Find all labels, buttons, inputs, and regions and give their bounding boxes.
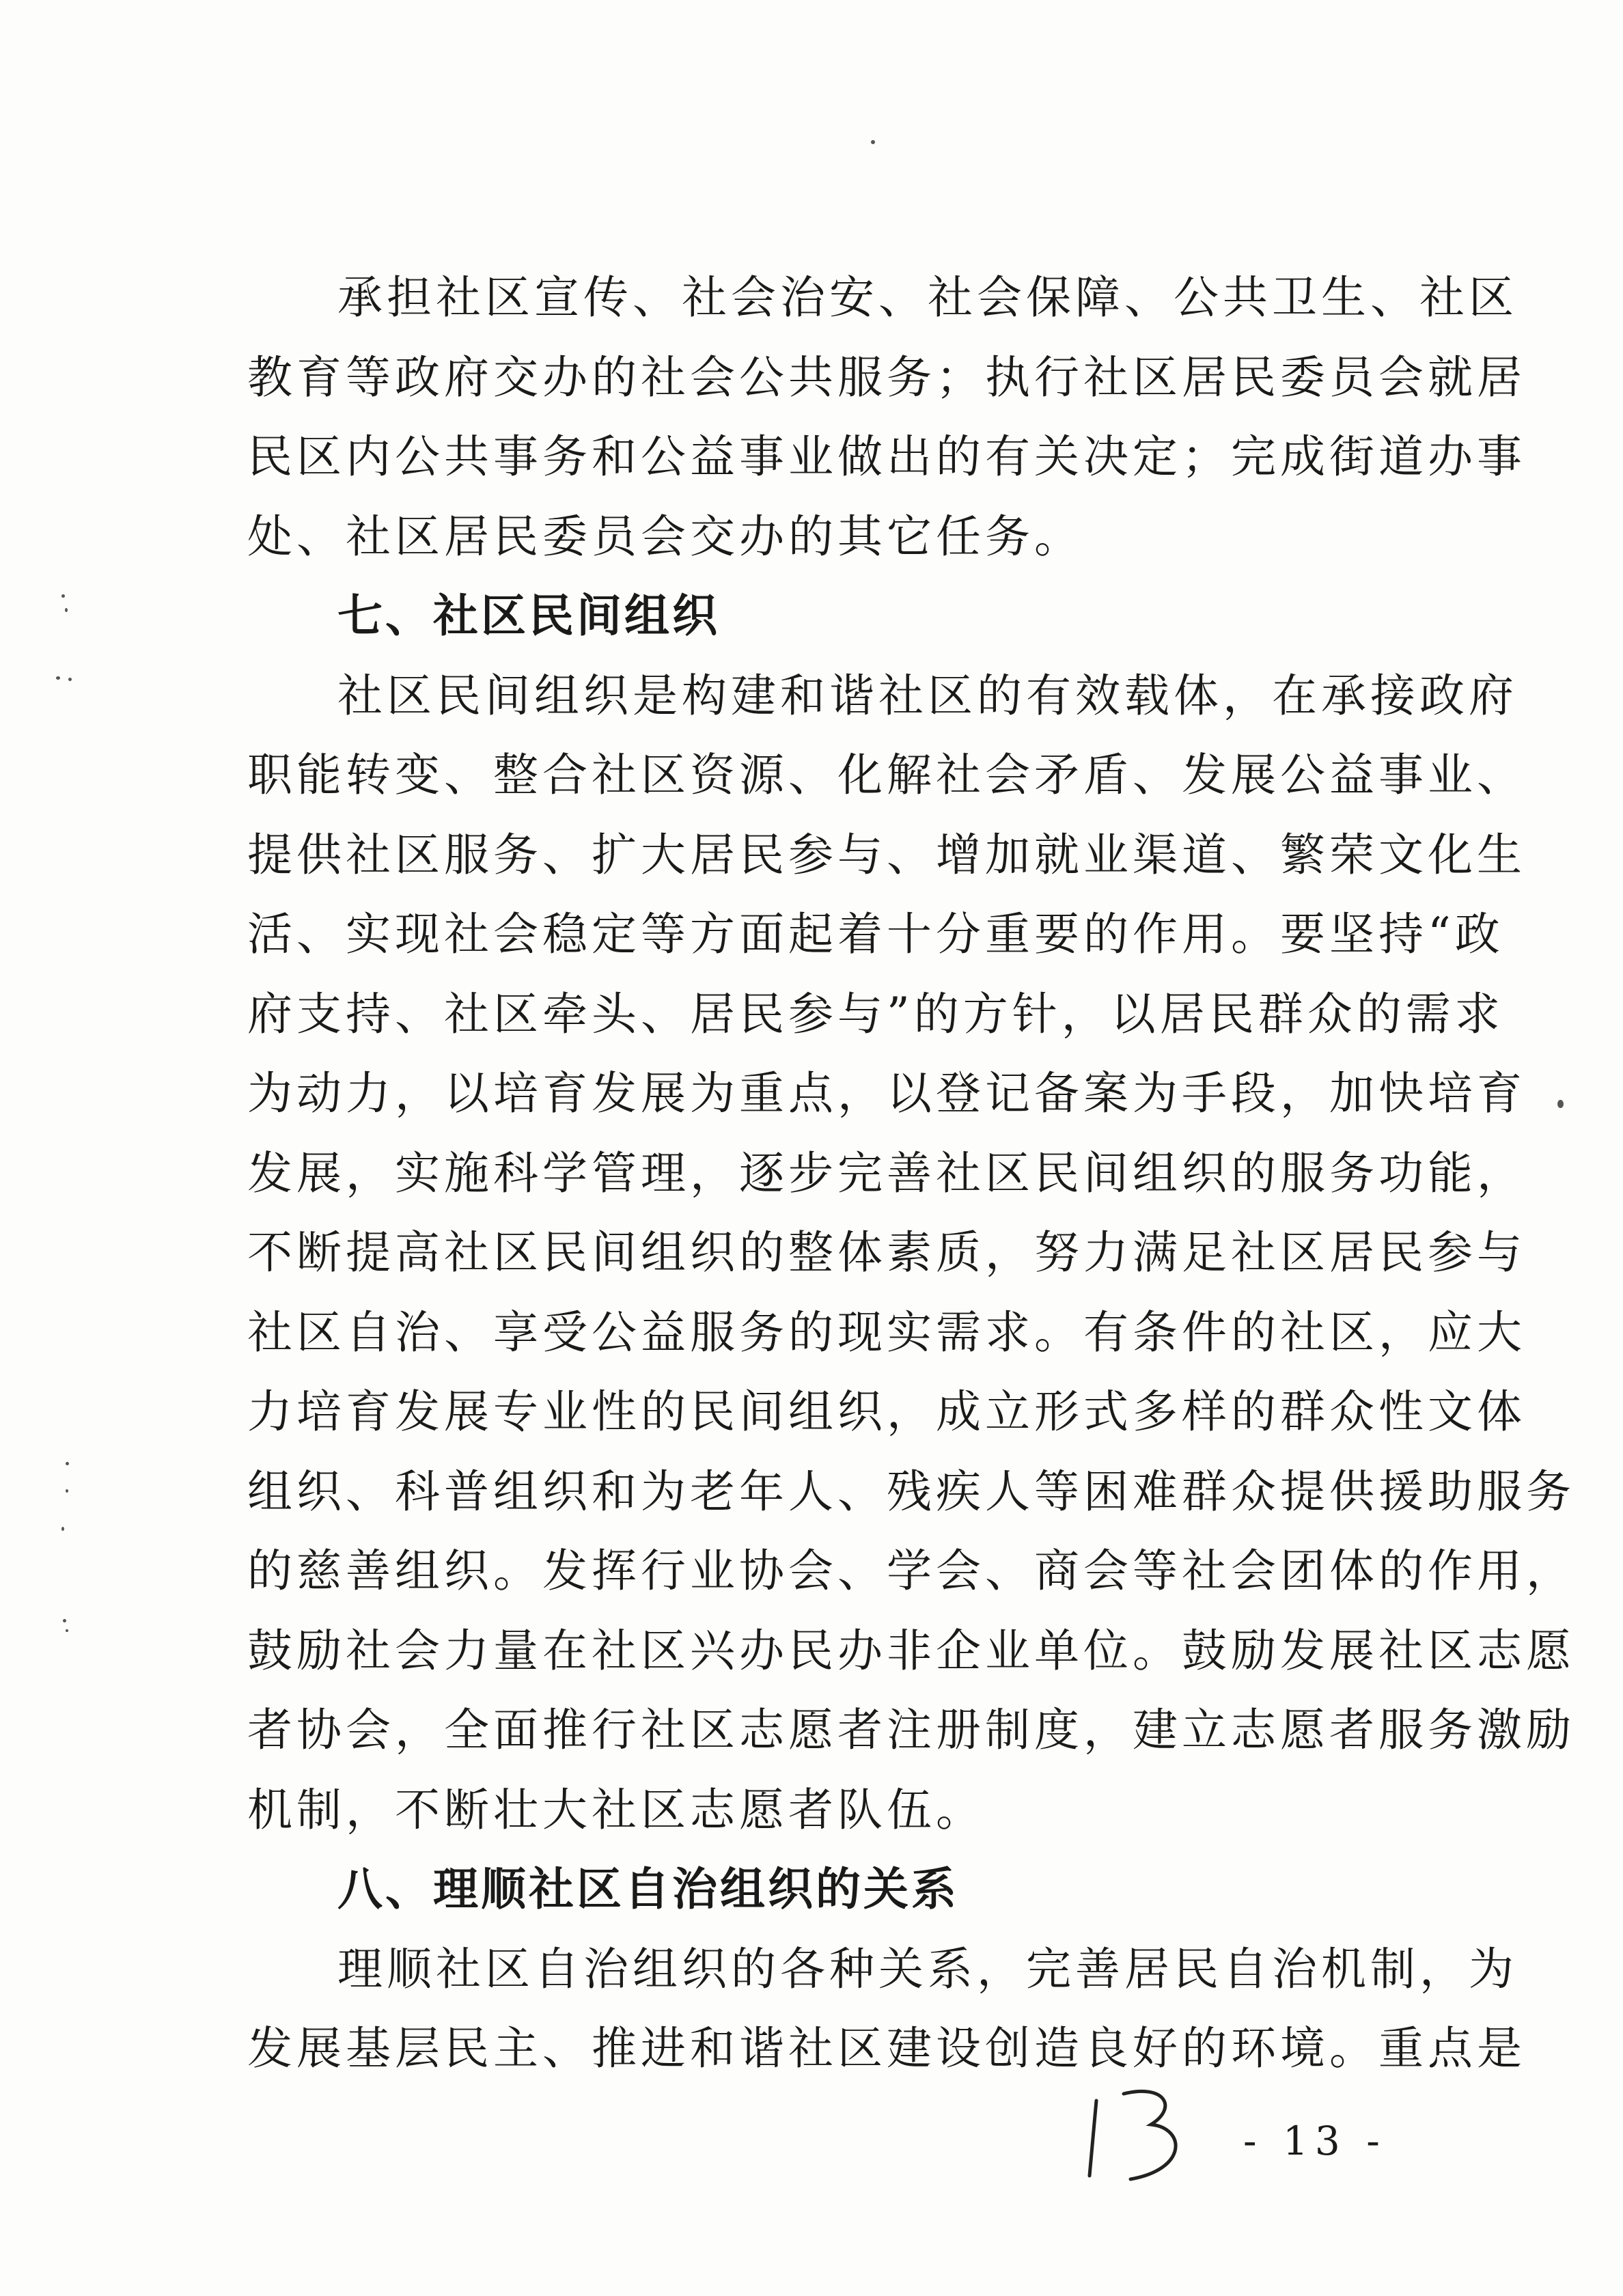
scan-speck	[66, 1629, 68, 1632]
scan-speck	[63, 1619, 66, 1622]
paragraph-line: 机制，不断壮大社区志愿者队伍。	[247, 1783, 985, 1836]
paragraph-line: 发展基层民主、推进和谐社区建设创造良好的环境。重点是	[247, 2022, 1526, 2075]
paragraph-line: 处、社区居民委员会交办的其它任务。	[247, 510, 1083, 563]
paragraph-line: 力培育发展专业性的民间组织，成立形式多样的群众性文体	[247, 1385, 1526, 1438]
paragraph-line: 理顺社区自治组织的各种关系，完善居民自治机制，为	[337, 1942, 1518, 1995]
scan-speck	[56, 676, 60, 680]
paragraph-line: 社区自治、享受公益服务的现实需求。有条件的社区，应大	[247, 1305, 1526, 1359]
paragraph-line: 发展，实施科学管理，逐步完善社区民间组织的服务功能，	[247, 1146, 1526, 1200]
scan-speck	[61, 1527, 64, 1531]
scan-speck	[871, 140, 875, 144]
scan-speck	[61, 594, 65, 598]
paragraph-line: 教育等政府交办的社会公共服务；执行社区居民委员会就居	[247, 350, 1526, 404]
page-number: - 13 -	[1243, 2118, 1387, 2164]
paragraph-line: 的慈善组织。发挥行业协会、学会、商会等社会团体的作用，	[247, 1545, 1575, 1597]
scan-speck	[68, 678, 72, 681]
scan-speck	[65, 608, 68, 612]
scan-speck	[66, 1462, 69, 1465]
paragraph-line: 职能转变、整合社区资源、化解社会矛盾、发展公益事业、	[247, 749, 1526, 801]
scan-speck	[1557, 1100, 1564, 1108]
paragraph-line: 者协会，全面推行社区志愿者注册制度，建立志愿者服务激励	[247, 1704, 1575, 1756]
paragraph-line: 组织、科普组织和为老年人、残疾人等困难群众提供援助服务	[247, 1465, 1575, 1518]
section-heading-8: 八、理顺社区自治组织的关系	[337, 1863, 959, 1915]
paragraph-line: 承担社区宣传、社会治安、社会保障、公共卫生、社区	[337, 271, 1518, 324]
paragraph-line: 府支持、社区牵头、居民参与”的方针，以居民群众的需求	[247, 987, 1504, 1040]
scan-speck	[66, 1489, 68, 1493]
paragraph-line: 鼓励社会力量在社区兴办民办非企业单位。鼓励发展社区志愿	[247, 1624, 1575, 1677]
handwritten-page-number	[1076, 2060, 1219, 2196]
paragraph-line: 民区内公共事务和公益事业做出的有关决定；完成街道办事	[247, 430, 1526, 483]
section-heading-7: 七、社区民间组织	[337, 590, 720, 642]
paragraph-line: 不断提高社区民间组织的整体素质，努力满足社区居民参与	[247, 1226, 1526, 1279]
paragraph-line: 为动力，以培育发展为重点，以登记备案为手段，加快培育	[247, 1067, 1526, 1120]
paragraph-line: 社区民间组织是构建和谐社区的有效载体，在承接政府	[337, 669, 1518, 722]
paragraph-line: 提供社区服务、扩大居民参与、增加就业渠道、繁荣文化生	[247, 828, 1526, 881]
document-body	[247, 258, 1575, 2089]
paragraph-line: 活、实现社会稳定等方面起着十分重要的作用。要坚持“政	[247, 908, 1504, 960]
